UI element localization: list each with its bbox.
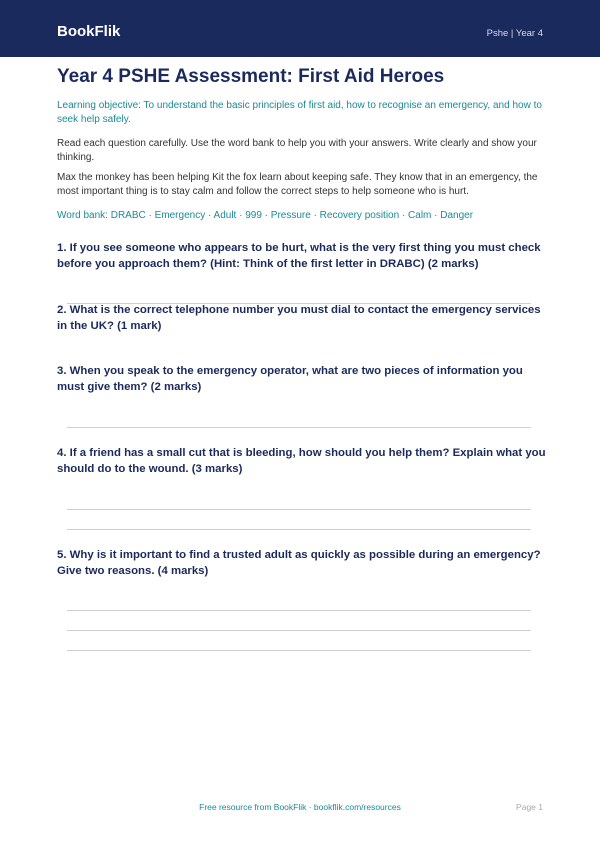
answer-line[interactable]: [67, 650, 531, 651]
answer-line[interactable]: [67, 529, 531, 530]
question-3: 3. When you speak to the emergency operator, what are two pieces of information you must give them? (2 marks): [57, 365, 523, 393]
question-4: 4. If a friend has a small cut that is bleeding, how should you help them? Explain what you should do to the wound. (3 marks): [57, 447, 546, 475]
answer-line[interactable]: [67, 630, 531, 631]
answer-line[interactable]: [67, 427, 531, 428]
answer-line[interactable]: [67, 509, 531, 510]
learning-objective: Learning objective: To understand the basic principles of first aid, how to recognise an emergency, and how to seek help safely.: [57, 100, 542, 125]
answer-line[interactable]: [67, 610, 531, 611]
instructions: Read each question carefully. Use the word bank to help you with your answers. Write clearly and show your thinking.: [57, 138, 537, 163]
page-header: [0, 0, 600, 57]
question-1: 1. If you see someone who appears to be hurt, what is the very first thing you must check before you approach them? (Hint: Think of the first letter in DRABC) (2 marks): [57, 242, 541, 270]
page-number: Page 1: [516, 802, 543, 812]
word-bank: Word bank: DRABC · Emergency · Adult · 999 · Pressure · Recovery position · Calm · Danger: [57, 210, 474, 221]
story-intro: Max the monkey has been helping Kit the fox learn about keeping safe. They know that in an emergency, the most important thing is to stay calm and follow the correct steps to help someone who is hurt.: [57, 172, 538, 197]
subject-year-label: Pshe | Year 4: [486, 28, 543, 39]
footer-credit: Free resource from BookFlik · bookflik.com/resources: [199, 802, 401, 812]
brand-logo: BookFlik: [57, 23, 121, 40]
question-2: 2. What is the correct telephone number you must dial to contact the emergency services in the UK? (1 mark): [57, 304, 541, 332]
question-5: 5. Why is it important to find a trusted adult as quickly as possible during an emergency? Give two reasons. (4 marks): [57, 549, 541, 577]
page-title: Year 4 PSHE Assessment: First Aid Heroes: [57, 66, 445, 87]
